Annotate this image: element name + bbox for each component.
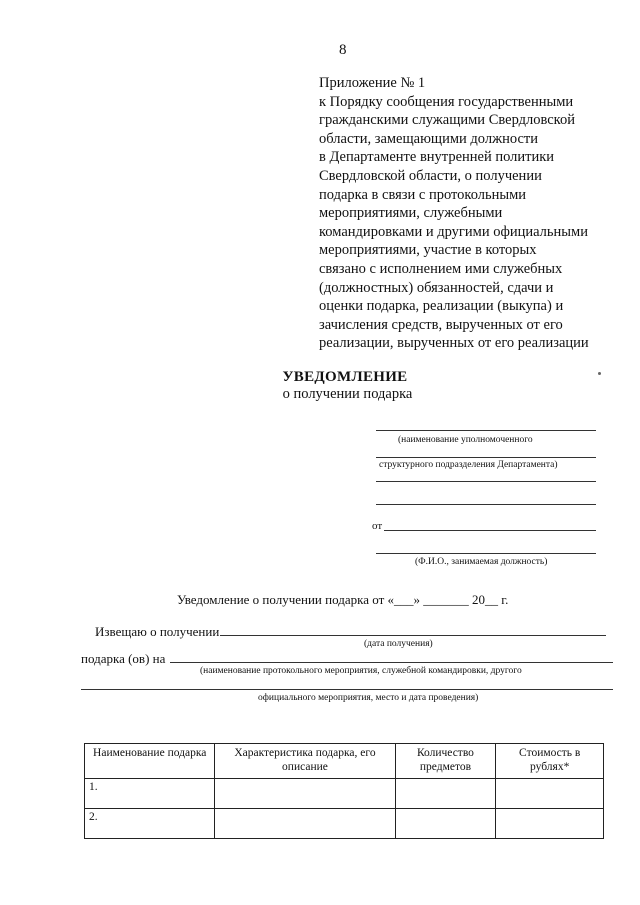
event-hint: официального мероприятия, место и дата проведения) bbox=[258, 693, 479, 703]
page-number: 8 bbox=[339, 42, 347, 58]
addressee-hint: (наименование уполномоченного bbox=[398, 435, 533, 445]
from-label: от bbox=[372, 520, 383, 532]
table-cell[interactable]: 2. bbox=[85, 809, 215, 839]
addressee-hint: структурного подразделения Департамента) bbox=[379, 460, 558, 470]
column-header: Стоимость в рублях* bbox=[496, 744, 604, 779]
appendix-line: (должностных) обязанностей, сдачи и bbox=[319, 279, 554, 296]
table-cell[interactable] bbox=[496, 779, 604, 809]
appendix-line: оценки подарка, реализации (выкупа) и bbox=[319, 298, 564, 315]
event-field[interactable] bbox=[170, 662, 613, 663]
column-header: Характеристика подарка, его описание bbox=[215, 744, 395, 779]
event-hint: (наименование протокольного мероприятия, служебной командировки, другого bbox=[200, 666, 522, 676]
fio-hint: (Ф.И.О., занимаемая должность) bbox=[415, 557, 548, 567]
addressee-line[interactable] bbox=[376, 504, 596, 505]
appendix-line: связано с исполнением ими служебных bbox=[319, 260, 563, 277]
table-cell[interactable] bbox=[395, 779, 496, 809]
table-row bbox=[85, 779, 604, 809]
appendix-line: к Порядку сообщения государственными bbox=[319, 93, 574, 110]
table-header-row bbox=[85, 744, 604, 779]
appendix-line: области, замещающими должности bbox=[319, 130, 539, 147]
table-cell[interactable] bbox=[215, 779, 395, 809]
table-cell[interactable] bbox=[496, 809, 604, 839]
appendix-line: Приложение № 1 bbox=[319, 75, 426, 91]
column-header: Количество предметов bbox=[395, 744, 496, 779]
appendix-line: в Департаменте внутренней политики bbox=[319, 149, 555, 166]
notice-date-line: Уведомление о получении подарка от «___» _______ 20__ г. bbox=[177, 592, 509, 607]
appendix-line: Свердловской области, о получении bbox=[319, 167, 542, 184]
from-field-line[interactable] bbox=[384, 530, 596, 531]
table-cell[interactable]: 1. bbox=[85, 779, 215, 809]
table-cell[interactable] bbox=[395, 809, 496, 839]
gifts-table bbox=[84, 743, 604, 839]
appendix-line: подарка в связи с протокольными bbox=[319, 186, 527, 203]
column-header: Наименование подарка bbox=[85, 744, 215, 779]
appendix-line: мероприятиями, участие в которых bbox=[319, 242, 537, 259]
appendix-line: реализации, вырученных от его реализации bbox=[319, 335, 589, 352]
appendix-line: зачисления средств, вырученных от его bbox=[319, 316, 563, 333]
addressee-line[interactable] bbox=[376, 481, 596, 482]
inform-label: Извещаю о получении bbox=[95, 624, 220, 639]
receipt-date-field[interactable] bbox=[220, 635, 606, 636]
table-row bbox=[85, 809, 604, 839]
document-subtitle: о получении подарка bbox=[282, 386, 413, 402]
from-field-line[interactable] bbox=[376, 553, 596, 554]
table-cell[interactable] bbox=[215, 809, 395, 839]
appendix-header bbox=[319, 74, 619, 353]
document-title: УВЕДОМЛЕНИЕ bbox=[282, 369, 408, 385]
appendix-line: командировками и другими официальными bbox=[319, 223, 588, 240]
gift-label: подарка (ов) на bbox=[81, 651, 166, 666]
event-field[interactable] bbox=[81, 689, 613, 690]
addressee-line[interactable] bbox=[376, 430, 596, 431]
appendix-line: мероприятиями, служебными bbox=[319, 205, 503, 222]
date-hint: (дата получения) bbox=[364, 639, 433, 649]
appendix-line: гражданскими служащими Свердловской bbox=[319, 112, 576, 129]
addressee-line[interactable] bbox=[376, 457, 596, 458]
